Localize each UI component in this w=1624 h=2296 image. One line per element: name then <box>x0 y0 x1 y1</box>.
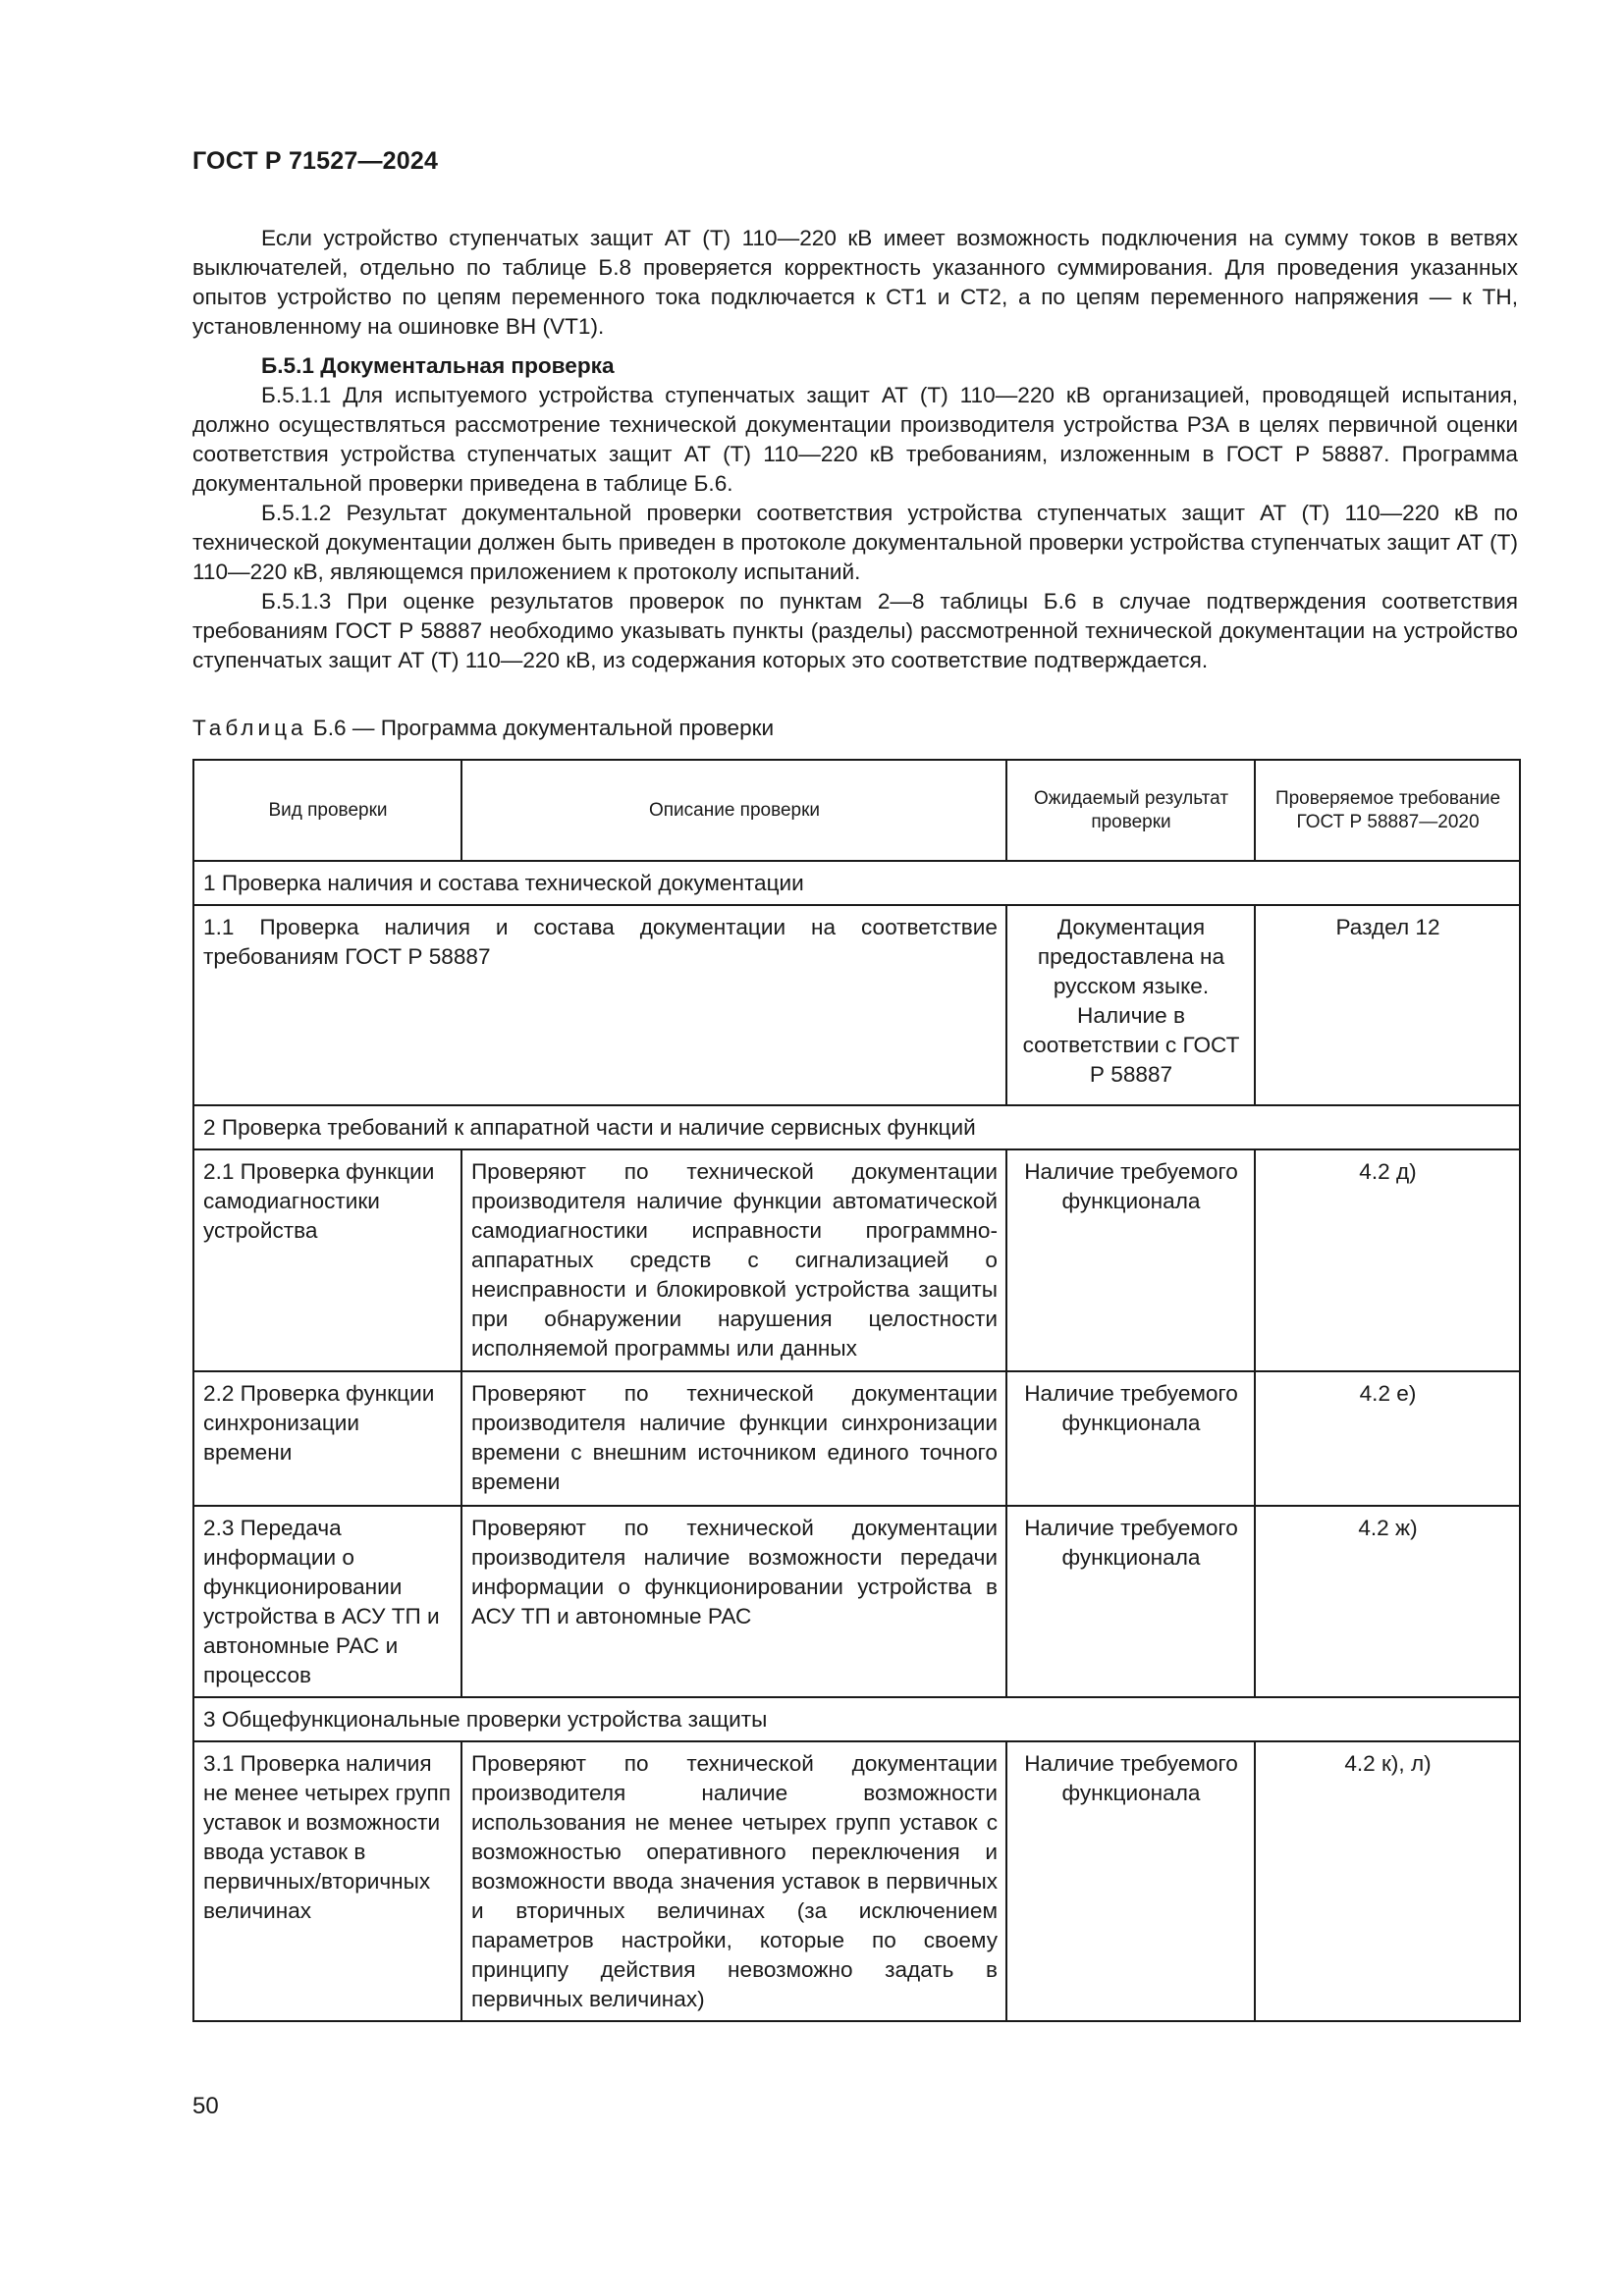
expected-result: Наличие требуемого функционала <box>1006 1741 1255 2021</box>
table-header-row <box>193 760 1520 861</box>
check-type: 2.2 Проверка функции синхронизации времени <box>193 1371 461 1506</box>
section-title: 3 Общефункциональные проверки устройства защиты <box>193 1697 1520 1741</box>
section-title: 2 Проверка требований к аппаратной части и наличие сервисных функций <box>193 1105 1520 1149</box>
document-check-table <box>192 759 1521 2022</box>
paragraph-b512: Б.5.1.2 Результат документальной проверки соответствия устройства ступенчатых защит АТ (Т) 110—220 кВ по технической документации должен быть приведен в протоколе документальной проверки устройства ступенчатых защит АТ (Т) 110—220 кВ, являющемся приложением к протоколу испытаний. <box>192 501 1518 584</box>
header-result: Ожидаемый результат проверки <box>1006 760 1255 861</box>
requirement-ref: 4.2 е) <box>1255 1371 1520 1506</box>
section-heading: Б.5.1 Документальная проверка <box>261 353 615 378</box>
table-row <box>193 1741 1520 2021</box>
paragraph-b513: Б.5.1.3 При оценке результатов проверок по пунктам 2—8 таблицы Б.6 в случае подтверждения соответствия требованиям ГОСТ Р 58887 необходимо указывать пункты (разделы) рассмотренной технической документации на устройство ступенчатых защит АТ (Т) 110—220 кВ, из содержания которых это соответствие подтверждается. <box>192 589 1518 672</box>
check-type: 2.3 Передача информации о функционировании устройства в АСУ ТП и автономные РАС и процессов <box>193 1506 461 1697</box>
check-description: Проверяют по технической документации производителя наличие возможности передачи информации о функционировании устройства в АСУ ТП и автономные РАС <box>461 1506 1006 1697</box>
section-row <box>193 1105 1520 1149</box>
check-description: Проверяют по технической документации производителя наличие функции синхронизации времени с внешним источником единого точного времени <box>461 1371 1006 1506</box>
header-type: Вид проверки <box>193 760 461 861</box>
header-requirement: Проверяемое требование ГОСТ Р 58887—2020 <box>1255 760 1520 861</box>
header-description: Описание проверки <box>461 760 1006 861</box>
requirement-ref: Раздел 12 <box>1255 905 1520 1105</box>
requirement-ref: 4.2 ж) <box>1255 1506 1520 1697</box>
paragraph-intro: Если устройство ступенчатых защит АТ (Т) 110—220 кВ имеет возможность подключения на сумму токов в ветвях выключателей, отдельно по таблице Б.8 проверяется корректность указанного суммирования. Для проведения указанных опытов устройство по цепям переменного тока подключается к СТ1 и СТ2, а по цепям переменного напряжения — к ТН, установленному на ошиновке ВН (VT1). <box>192 226 1518 339</box>
document-header: ГОСТ Р 71527—2024 <box>192 147 439 175</box>
requirement-ref: 4.2 к), л) <box>1255 1741 1520 2021</box>
table-row <box>193 1506 1520 1697</box>
requirement-ref: 4.2 д) <box>1255 1149 1520 1371</box>
table-caption-title: Б.6 — Программа документальной проверки <box>306 716 775 740</box>
expected-result: Наличие требуемого функционала <box>1006 1371 1255 1506</box>
section-row <box>193 861 1520 905</box>
expected-result: Документация предоставлена на русском языке. Наличие в соответствии с ГОСТ Р 58887 <box>1006 905 1255 1105</box>
section-title: 1 Проверка наличия и состава технической документации <box>193 861 1520 905</box>
check-type: 1.1 Проверка наличия и состава документации на соответствие требованиям ГОСТ Р 58887 <box>193 905 1006 1105</box>
check-type: 2.1 Проверка функции самодиагностики устройства <box>193 1149 461 1371</box>
expected-result: Наличие требуемого функционала <box>1006 1506 1255 1697</box>
table-row <box>193 1371 1520 1506</box>
check-description: Проверяют по технической документации производителя наличие возможности использования не менее четырех групп уставок с возможностью оперативного переключения и возможности ввода значения уставок в первичных и вторичных величинах (за исключением параметров настройки, которые по своему принципу действия невозможно задать в первичных величинах) <box>461 1741 1006 2021</box>
section-row <box>193 1697 1520 1741</box>
table-row <box>193 1149 1520 1371</box>
paragraph-b511: Б.5.1.1 Для испытуемого устройства ступенчатых защит АТ (Т) 110—220 кВ организацией, проводящей испытания, должно осуществляться рассмотрение технической документации производителя устройства РЗА в целях первичной оценки соответствия устройства ступенчатых защит АТ (Т) 110—220 кВ требованиям, изложенным в ГОСТ Р 58887. Программа документальной проверки приведена в таблице Б.6. <box>192 383 1518 496</box>
body-text <box>192 224 1518 675</box>
check-type: 3.1 Проверка наличия не менее четырех групп уставок и возможности ввода уставок в первичных/вторичных величинах <box>193 1741 461 2021</box>
table-row <box>193 905 1520 1105</box>
check-description: Проверяют по технической документации производителя наличие функции автоматической самодиагностики исправности программно-аппаратных средств с сигнализацией о неисправности и блокировкой устройства защиты при обнаружении нарушения целостности исполняемой программы или данных <box>461 1149 1006 1371</box>
page-number: 50 <box>192 2093 219 2119</box>
table-caption <box>192 714 774 743</box>
expected-result: Наличие требуемого функционала <box>1006 1149 1255 1371</box>
table-caption-word: Таблица <box>192 716 307 740</box>
